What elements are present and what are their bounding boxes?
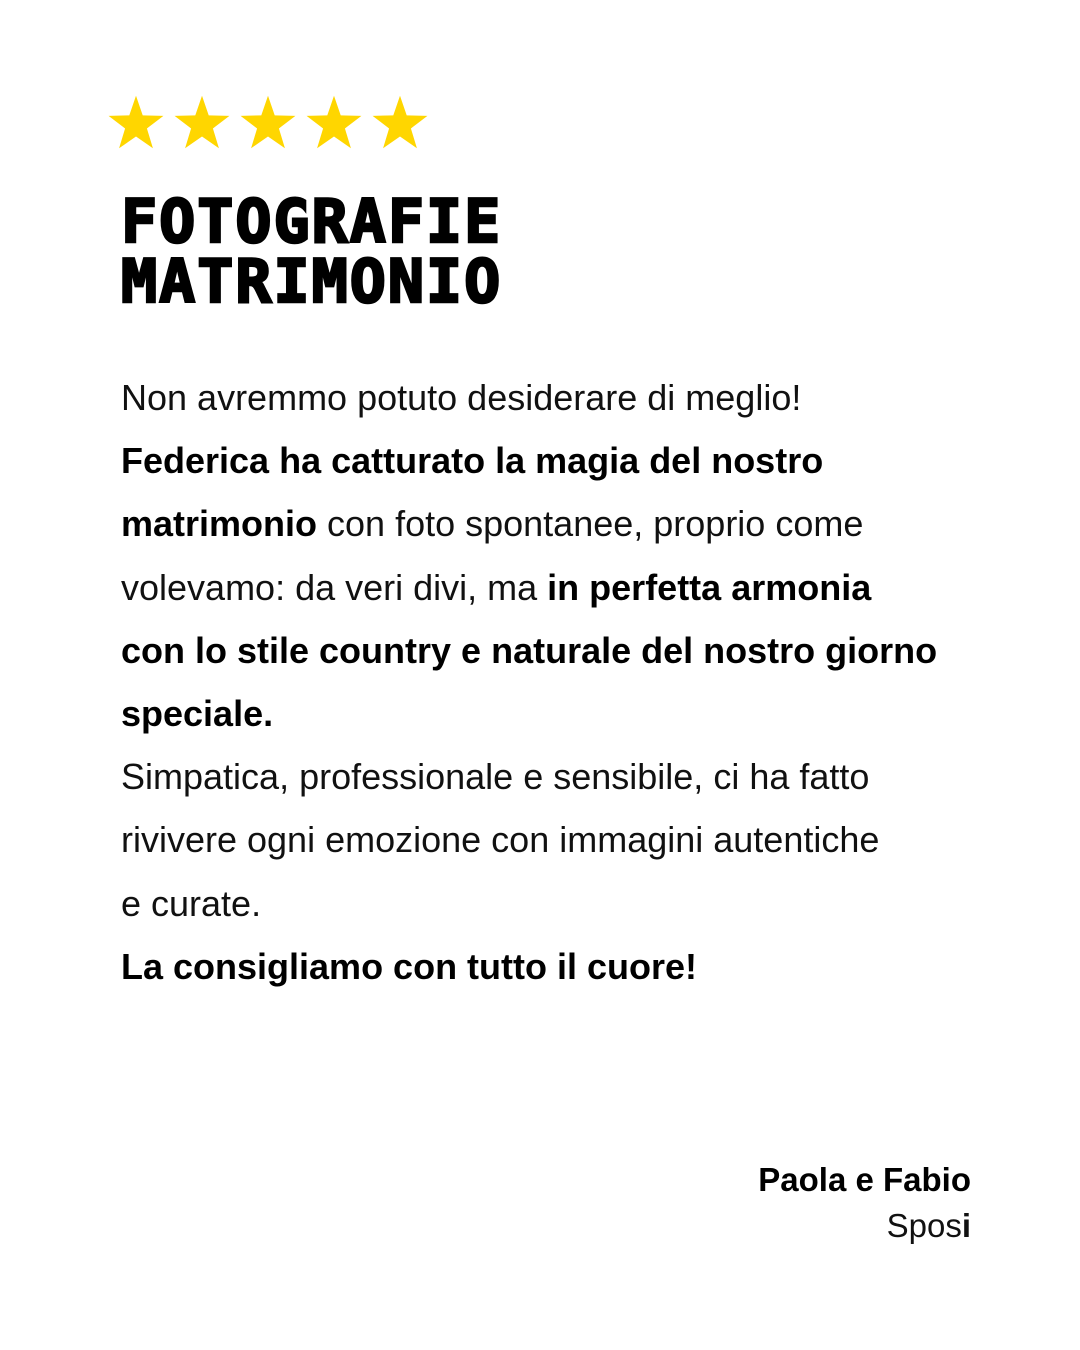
star-icon <box>238 94 298 154</box>
star-rating <box>106 94 430 154</box>
review-line: Non avremmo potuto desiderare di meglio! <box>121 377 802 418</box>
review-line: volevamo: da veri divi, ma <box>121 566 548 608</box>
review-bold-text: speciale. <box>121 693 274 735</box>
star-icon <box>172 94 232 154</box>
page-title <box>121 187 503 317</box>
star-icon <box>304 94 364 154</box>
star-icon <box>106 94 166 154</box>
review-bold-text: con lo stile country e naturale del nostro giorno <box>121 629 938 671</box>
review-bold-text: in perfetta armonia <box>547 566 872 608</box>
title-line: MATRIMONIO <box>121 247 503 317</box>
review-line: Simpatica, professionale e sensibile, ci ha fatto <box>121 756 870 798</box>
review-bold-text: Federica ha catturato la magia del nostro <box>121 440 824 482</box>
review-closing: La consigliamo con tutto il cuore! <box>121 945 698 987</box>
review-text <box>121 366 991 998</box>
author-role-text-bold: i <box>961 1207 971 1244</box>
title-line: FOTOGRAFIE <box>121 187 503 257</box>
review-line: rivivere ogni emozione con immagini autentiche <box>121 819 880 861</box>
author-name: Paola e Fabio <box>758 1161 971 1198</box>
review-author <box>758 1157 971 1249</box>
review-line: e curate. <box>121 882 262 924</box>
star-icon <box>370 94 430 154</box>
author-role <box>758 1203 971 1249</box>
review-bold-text: matrimonio <box>121 503 318 545</box>
author-role-text: Spos <box>886 1207 962 1244</box>
review-line: con foto spontanee, proprio come <box>317 503 864 545</box>
